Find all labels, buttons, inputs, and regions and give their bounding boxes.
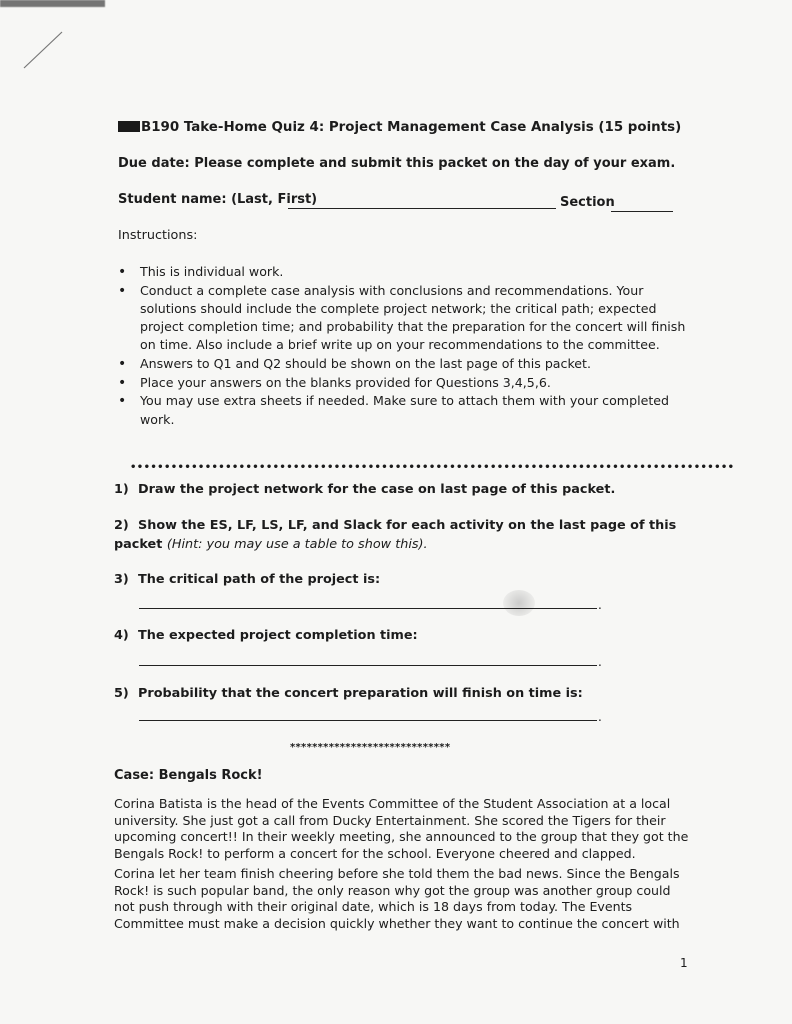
pen-mark [18, 26, 66, 74]
bullet-icon: • [118, 393, 127, 410]
page-number: 1 [680, 956, 688, 970]
redaction-mark [118, 121, 140, 132]
instruction-text: Conduct a complete case analysis with conclusions and recommendations. Your solutions should include the complete project network; the critical path; expected project completion time; and probability that the preparation for the concert will finish on time. Also include a brief write up on your recommendations to the committee. [140, 282, 686, 353]
answer-5-period: . [598, 710, 602, 724]
ink-bleed [503, 590, 535, 616]
bullet-icon: • [118, 374, 127, 391]
question-hint: (Hint: you may use a table to show this). [166, 537, 428, 552]
instruction-text: Place your answers on the blanks provided for Questions 3,4,5,6. [140, 374, 551, 390]
bullet-icon: • [118, 264, 127, 280]
student-name-blank[interactable] [288, 208, 556, 209]
page-title [118, 120, 681, 135]
answer-4-blank[interactable] [139, 665, 597, 666]
question-number: 2) [114, 518, 129, 533]
question-number: 3) [114, 572, 129, 587]
case-paragraph: Corina let her team finish cheering before she told them the bad news. Since the Bengals Rock! is such popular band, the only reason why got the group was another group could not push through with their original date, which is 18 days from today. The Events Committee must make a decision quickly whether they want to continue the concert with [114, 866, 680, 931]
question-1 [114, 482, 615, 497]
question-text: Probability that the concert preparation will finish on time is: [138, 686, 583, 701]
answer-3-period: . [598, 598, 602, 612]
instruction-text: This is individual work. [140, 264, 284, 279]
instructions-heading: Instructions: [118, 228, 198, 243]
question-number: 1) [114, 482, 129, 497]
question-text: The critical path of the project is: [138, 572, 381, 587]
instruction-item [118, 355, 698, 373]
title-text: B190 Take-Home Quiz 4: Project Management Case Analysis (15 points) [141, 120, 682, 135]
question-text: The expected project completion time: [138, 628, 418, 643]
student-name-label: Student name: (Last, First) [118, 192, 318, 207]
answer-3-blank[interactable] [139, 608, 597, 609]
question-text: Show the ES, LF, LS, LF, and Slack for each activity on the last page of this packet [114, 518, 677, 552]
question-4 [114, 628, 418, 643]
answer-5-blank[interactable] [139, 720, 597, 721]
question-3 [114, 572, 380, 587]
case-title: Case: Bengals Rock! [114, 768, 263, 783]
bullet-icon: • [118, 282, 127, 299]
instruction-item [118, 282, 698, 355]
instructions-list [118, 263, 698, 429]
question-number: 5) [114, 686, 129, 701]
dotted-separator: ••••••••••••••••••••••••••••••••••••••••••••••••••••••••••••••••••••••••••••••••••••••••• [130, 462, 735, 473]
question-2 [114, 516, 694, 554]
instruction-item [118, 263, 698, 281]
case-paragraph: Corina Batista is the head of the Events Committee of the Student Association at a local university. She just got a call from Ducky Entertainment. She scored the Tigers for their upcoming concert!! In their weekly meeting, she announced to the group that they got the Bengals Rock! to perform a concert for the school. Everyone cheered and clapped. [114, 796, 689, 861]
bullet-icon: • [118, 356, 127, 373]
section-blank[interactable] [611, 211, 673, 212]
answer-4-period: . [598, 655, 602, 669]
due-date: Due date: Please complete and submit this packet on the day of your exam. [118, 156, 676, 171]
instruction-item [118, 374, 698, 392]
question-number: 4) [114, 628, 129, 643]
question-5 [114, 686, 583, 701]
scan-smudge [0, 0, 105, 7]
question-text: Draw the project network for the case on last page of this packet. [138, 482, 616, 497]
star-separator: ***************************** [290, 742, 451, 753]
instruction-item [118, 392, 698, 428]
instruction-text: Answers to Q1 and Q2 should be shown on the last page of this packet. [140, 356, 591, 372]
section-label: Section [560, 195, 615, 210]
instruction-text: You may use extra sheets if needed. Make sure to attach them with your completed work. [140, 393, 669, 427]
